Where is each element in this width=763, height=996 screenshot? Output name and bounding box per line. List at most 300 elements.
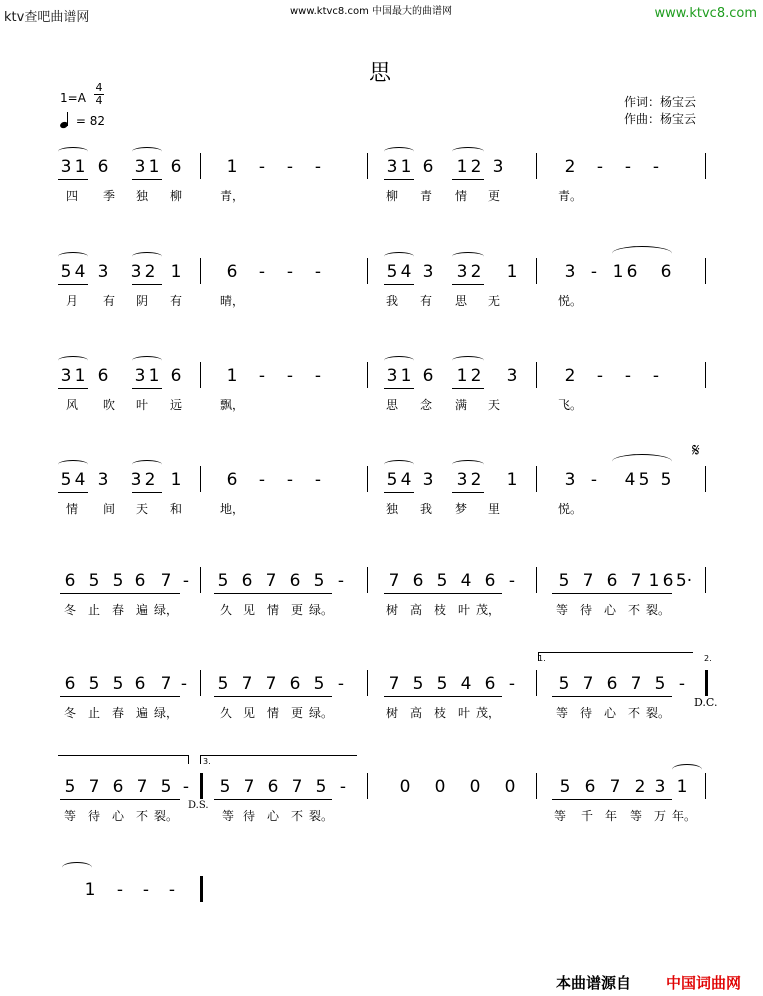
- lyric-char: 更: [487, 189, 501, 203]
- jianpu-note: 1: [226, 366, 238, 386]
- lyric-char: 飘，: [219, 398, 245, 412]
- lyric-char: 青: [419, 189, 433, 203]
- slur: [612, 454, 672, 469]
- lyric-char: 吹: [102, 398, 116, 412]
- jianpu-note: 1: [400, 157, 412, 177]
- jianpu-note: 1: [148, 157, 160, 177]
- jianpu-note: 1: [170, 262, 182, 282]
- jianpu-note: 5: [60, 470, 72, 490]
- system-2: [0, 258, 763, 338]
- lyric-char: 高: [409, 706, 423, 720]
- lyric-char: 青。: [557, 189, 583, 203]
- lyric-char: 悦。: [557, 294, 583, 308]
- jianpu-note: 5: [112, 674, 124, 694]
- lyric-char: 叶: [135, 398, 149, 412]
- slur: [132, 356, 162, 365]
- system-4: [0, 466, 763, 546]
- lyric-char: 止: [87, 706, 101, 720]
- lyric-char: 不: [627, 603, 641, 617]
- jianpu-note: 3: [506, 366, 518, 386]
- time-signature-top: 4: [95, 81, 103, 94]
- lyric-char: 地，: [219, 502, 245, 516]
- jianpu-note: 7: [291, 777, 303, 797]
- jianpu-note: 2: [564, 157, 576, 177]
- lyric-char: 遍: [135, 706, 149, 720]
- lyric-char: 等: [63, 809, 77, 823]
- system-7: [0, 773, 763, 853]
- barline: [367, 362, 368, 388]
- site-url-center: www.ktvc8.com 中国最大的曲谱网: [290, 6, 453, 17]
- slur: [452, 252, 484, 261]
- lyric-char: 久: [219, 706, 233, 720]
- lyric-char: 思: [385, 398, 399, 412]
- lyric-char: 遍: [135, 603, 149, 617]
- jianpu-note: 6: [484, 674, 496, 694]
- jianpu-note: 7: [609, 777, 621, 797]
- jianpu-note: -: [286, 470, 294, 490]
- jianpu-note: 5·: [675, 571, 693, 591]
- jianpu-note: 5: [112, 571, 124, 591]
- beam-underline: [214, 799, 332, 800]
- jianpu-note: 7: [136, 777, 148, 797]
- jianpu-note: 4: [74, 470, 86, 490]
- beam-underline: [552, 799, 672, 800]
- beam-underline: [132, 492, 162, 493]
- lyric-char: 止: [87, 603, 101, 617]
- lyric-char: 绿，: [153, 706, 179, 720]
- jianpu-note: 1: [226, 157, 238, 177]
- lyric-char: 满: [454, 398, 468, 412]
- lyric-char: 年: [604, 809, 618, 823]
- jianpu-note: -: [337, 571, 345, 591]
- jianpu-note: 2: [144, 262, 156, 282]
- beam-underline: [58, 284, 88, 285]
- jianpu-note: 1: [456, 366, 468, 386]
- lyric-char: 不: [135, 809, 149, 823]
- jianpu-note: 3: [60, 366, 72, 386]
- jianpu-note: 4: [74, 262, 86, 282]
- jianpu-note: 1: [74, 157, 86, 177]
- lyric-char: 阴: [135, 294, 149, 308]
- volta-1-repeat-bracket: [58, 755, 189, 764]
- jianpu-note: 1: [400, 366, 412, 386]
- jianpu-note: 6: [241, 571, 253, 591]
- jianpu-note: 1: [506, 262, 518, 282]
- jianpu-note: 3: [564, 262, 576, 282]
- lyric-char: 绿。: [308, 706, 334, 720]
- jianpu-note: 1: [506, 470, 518, 490]
- lyric-char: 柳: [169, 189, 183, 203]
- jianpu-note: -: [314, 157, 322, 177]
- barline: [536, 466, 537, 492]
- system-3: [0, 362, 763, 442]
- beam-underline: [132, 179, 162, 180]
- slur: [384, 252, 414, 261]
- lyric-char: 万: [653, 809, 667, 823]
- lyric-char: 情: [266, 603, 280, 617]
- jianpu-note: 4: [400, 262, 412, 282]
- barline: [705, 258, 706, 284]
- jianpu-note: 3: [386, 366, 398, 386]
- jianpu-note: 5: [436, 571, 448, 591]
- system-6: [0, 670, 763, 750]
- jianpu-note: 5: [558, 674, 570, 694]
- jianpu-note: 6: [484, 571, 496, 591]
- system-5: [0, 567, 763, 647]
- lyric-char: 无: [487, 294, 501, 308]
- lyric-char: 有: [102, 294, 116, 308]
- jianpu-note: 3: [654, 777, 666, 797]
- jianpu-note: 1: [148, 366, 160, 386]
- jianpu-note: 1: [612, 262, 624, 282]
- jianpu-note: 2: [470, 157, 482, 177]
- jianpu-note: 0: [399, 777, 411, 797]
- lyric-char: 裂。: [645, 706, 671, 720]
- jianpu-note: 5: [315, 777, 327, 797]
- notes-row: [0, 466, 763, 496]
- lyric-char: 等: [553, 809, 567, 823]
- volta-1-label: 1.: [538, 654, 546, 663]
- jianpu-note: -: [596, 157, 604, 177]
- jianpu-note: -: [596, 366, 604, 386]
- beam-underline: [58, 388, 88, 389]
- jianpu-note: -: [314, 366, 322, 386]
- jianpu-note: -: [142, 880, 150, 900]
- notes-row: [0, 876, 763, 906]
- jianpu-note: 2: [634, 777, 646, 797]
- jianpu-note: 5: [160, 777, 172, 797]
- jianpu-note: -: [314, 470, 322, 490]
- lyric-char: 念: [419, 398, 433, 412]
- lyric-char: 月: [65, 294, 79, 308]
- jianpu-note: 6: [289, 571, 301, 591]
- lyric-char: 心: [603, 706, 617, 720]
- beam-underline: [452, 179, 484, 180]
- jianpu-note: 1: [456, 157, 468, 177]
- lyric-char: 树: [385, 706, 399, 720]
- jianpu-note: 3: [386, 157, 398, 177]
- jianpu-note: 5: [638, 470, 650, 490]
- barline: [200, 670, 201, 696]
- barline: [705, 567, 706, 593]
- jianpu-note: 6: [170, 366, 182, 386]
- barline: [705, 153, 706, 179]
- jianpu-note: 7: [630, 571, 642, 591]
- jianpu-note: 7: [243, 777, 255, 797]
- jianpu-note: -: [180, 674, 188, 694]
- jianpu-note: -: [508, 674, 516, 694]
- jianpu-note: -: [258, 366, 266, 386]
- beam-underline: [384, 284, 414, 285]
- repeat-barline: [200, 773, 203, 799]
- lyric-char: 四: [65, 189, 79, 203]
- lyric-char: 独: [135, 189, 149, 203]
- jianpu-note: 2: [144, 470, 156, 490]
- jianpu-note: 7: [241, 674, 253, 694]
- lyric-char: 远: [169, 398, 183, 412]
- lyric-char: 枝: [433, 706, 447, 720]
- lyric-char: 等: [555, 603, 569, 617]
- slur: [384, 356, 414, 365]
- lyric-char: 晴，: [219, 294, 245, 308]
- lyric-char: 千: [580, 809, 594, 823]
- jianpu-note: -: [314, 262, 322, 282]
- jianpu-note: -: [182, 777, 190, 797]
- key-signature: 1=A: [60, 91, 86, 105]
- lyric-char: 更: [290, 706, 304, 720]
- slur: [384, 147, 414, 156]
- lyric-char: 裂。: [153, 809, 179, 823]
- jianpu-note: 5: [217, 674, 229, 694]
- lyric-char: 心: [603, 603, 617, 617]
- jianpu-note: -: [286, 157, 294, 177]
- jianpu-note: 5: [88, 571, 100, 591]
- lyric-char: 等: [629, 809, 643, 823]
- footer-source-name: 中国词曲网: [666, 974, 742, 992]
- barline: [705, 773, 706, 799]
- lyric-char: 树: [385, 603, 399, 617]
- beam-underline: [60, 696, 180, 697]
- barline: [536, 567, 537, 593]
- jianpu-note: -: [337, 674, 345, 694]
- lyric-char: 思: [454, 294, 468, 308]
- ds-mark: D.S.: [188, 800, 209, 811]
- tie: [672, 764, 702, 775]
- lyricist: 作词：杨宝云: [624, 95, 697, 109]
- jianpu-note: -: [652, 366, 660, 386]
- barline: [536, 258, 537, 284]
- jianpu-note: 3: [134, 366, 146, 386]
- slur: [132, 460, 162, 469]
- jianpu-note: 6: [584, 777, 596, 797]
- jianpu-note: 6: [226, 262, 238, 282]
- jianpu-note: 6: [412, 571, 424, 591]
- lyric-char: 待: [579, 706, 593, 720]
- lyric-char: 心: [111, 809, 125, 823]
- jianpu-note: 5: [559, 777, 571, 797]
- footer-source-label: 本曲谱源自: [556, 974, 632, 992]
- lyric-char: 飞。: [557, 398, 583, 412]
- lyric-char: 见: [242, 706, 256, 720]
- lyric-char: 风: [65, 398, 79, 412]
- lyric-char: 和: [169, 502, 183, 516]
- jianpu-note: 0: [434, 777, 446, 797]
- lyric-char: 枝: [433, 603, 447, 617]
- jianpu-note: -: [508, 571, 516, 591]
- tie: [62, 862, 92, 873]
- beam-underline: [132, 284, 162, 285]
- jianpu-note: 7: [582, 571, 594, 591]
- lyric-char: 待: [242, 809, 256, 823]
- slur: [58, 147, 88, 156]
- slur: [452, 356, 484, 365]
- lyric-char: 梦: [454, 502, 468, 516]
- jianpu-note: -: [652, 157, 660, 177]
- slur: [132, 147, 162, 156]
- jianpu-note: 5: [386, 262, 398, 282]
- barline: [367, 466, 368, 492]
- jianpu-note: 1: [648, 571, 660, 591]
- jianpu-note: 7: [88, 777, 100, 797]
- beam-underline: [452, 284, 484, 285]
- notes-row: [0, 362, 763, 392]
- beam-underline: [214, 593, 332, 594]
- jianpu-note: 6: [422, 157, 434, 177]
- slur: [384, 460, 414, 469]
- lyric-char: 里: [487, 502, 501, 516]
- lyric-char: 春: [111, 603, 125, 617]
- barline: [200, 153, 201, 179]
- slur: [132, 252, 162, 261]
- jianpu-note: 2: [470, 262, 482, 282]
- system-1: [0, 153, 763, 233]
- quarter-note-icon: [60, 112, 72, 128]
- beam-underline: [384, 696, 502, 697]
- beam-underline: [60, 799, 180, 800]
- jianpu-note: 3: [130, 262, 142, 282]
- jianpu-note: -: [590, 470, 598, 490]
- jianpu-note: 6: [170, 157, 182, 177]
- lyric-char: 等: [221, 809, 235, 823]
- lyric-char: 有: [419, 294, 433, 308]
- jianpu-note: 5: [88, 674, 100, 694]
- jianpu-note: 7: [388, 674, 400, 694]
- system-8: [0, 876, 763, 956]
- lyric-char: 有: [169, 294, 183, 308]
- barline: [705, 466, 706, 492]
- jianpu-note: -: [258, 262, 266, 282]
- lyric-char: 我: [419, 502, 433, 516]
- jianpu-note: 4: [400, 470, 412, 490]
- lyric-char: 春: [111, 706, 125, 720]
- beam-underline: [452, 388, 484, 389]
- lyric-char: 待: [579, 603, 593, 617]
- barline: [367, 567, 368, 593]
- jianpu-note: 6: [422, 366, 434, 386]
- jianpu-note: -: [286, 366, 294, 386]
- slur: [452, 147, 484, 156]
- jianpu-note: 7: [160, 674, 172, 694]
- jianpu-note: 5: [654, 674, 666, 694]
- jianpu-note: 5: [217, 571, 229, 591]
- jianpu-note: 5: [64, 777, 76, 797]
- jianpu-note: 5: [386, 470, 398, 490]
- jianpu-note: 7: [630, 674, 642, 694]
- jianpu-note: 5: [436, 674, 448, 694]
- barline: [536, 670, 537, 696]
- jianpu-note: 4: [624, 470, 636, 490]
- lyric-char: 天: [487, 398, 501, 412]
- jianpu-note: 6: [660, 262, 672, 282]
- jianpu-note: 1: [84, 880, 96, 900]
- beam-underline: [552, 593, 672, 594]
- jianpu-note: 5: [558, 571, 570, 591]
- lyric-char: 情: [454, 189, 468, 203]
- volta-3-label: 3.: [203, 757, 211, 766]
- jianpu-note: 3: [97, 470, 109, 490]
- jianpu-note: 4: [460, 571, 472, 591]
- jianpu-note: 7: [265, 674, 277, 694]
- jianpu-note: 5: [660, 470, 672, 490]
- jianpu-note: -: [339, 777, 347, 797]
- jianpu-note: 6: [64, 571, 76, 591]
- jianpu-note: 0: [504, 777, 516, 797]
- jianpu-note: 3: [60, 157, 72, 177]
- jianpu-note: 6: [226, 470, 238, 490]
- lyric-char: 叶: [457, 603, 471, 617]
- lyric-char: 情: [65, 502, 79, 516]
- jianpu-note: 3: [422, 262, 434, 282]
- lyric-char: 冬: [63, 603, 77, 617]
- beam-underline: [132, 388, 162, 389]
- lyric-char: 悦。: [557, 502, 583, 516]
- final-barline: [705, 670, 708, 696]
- lyric-char: 裂。: [308, 809, 334, 823]
- lyric-char: 间: [102, 502, 116, 516]
- slur: [452, 460, 484, 469]
- jianpu-note: -: [678, 674, 686, 694]
- credits: [624, 94, 696, 128]
- lyric-char: 不: [627, 706, 641, 720]
- jianpu-note: 7: [388, 571, 400, 591]
- beam-underline: [58, 492, 88, 493]
- beam-underline: [452, 492, 484, 493]
- jianpu-note: 3: [564, 470, 576, 490]
- barline: [200, 362, 201, 388]
- beam-underline: [214, 696, 332, 697]
- jianpu-note: 6: [112, 777, 124, 797]
- barline: [536, 773, 537, 799]
- lyric-char: 冬: [63, 706, 77, 720]
- jianpu-note: 6: [64, 674, 76, 694]
- beam-underline: [384, 593, 502, 594]
- beam-underline: [60, 593, 180, 594]
- volta-2-label: 2.: [704, 654, 712, 663]
- beam-underline: [384, 179, 414, 180]
- lyric-char: 青，: [219, 189, 245, 203]
- jianpu-note: 6: [97, 157, 109, 177]
- jianpu-note: -: [624, 366, 632, 386]
- jianpu-note: 1: [74, 366, 86, 386]
- jianpu-note: -: [258, 470, 266, 490]
- jianpu-note: 2: [564, 366, 576, 386]
- jianpu-note: 3: [97, 262, 109, 282]
- jianpu-note: 6: [134, 674, 146, 694]
- barline: [536, 362, 537, 388]
- jianpu-note: 6: [626, 262, 638, 282]
- lyric-char: 不: [290, 809, 304, 823]
- jianpu-note: 6: [606, 674, 618, 694]
- segno-icon: 𝄋: [692, 440, 700, 461]
- jianpu-note: 7: [582, 674, 594, 694]
- jianpu-note: -: [168, 880, 176, 900]
- jianpu-note: 5: [412, 674, 424, 694]
- song-title: 思: [368, 61, 391, 86]
- barline: [705, 362, 706, 388]
- slur: [58, 460, 88, 469]
- jianpu-note: 7: [265, 571, 277, 591]
- jianpu-note: 3: [130, 470, 142, 490]
- tempo-value: = 82: [75, 114, 105, 128]
- jianpu-note: 3: [134, 157, 146, 177]
- barline: [536, 153, 537, 179]
- notes-row: [0, 258, 763, 288]
- jianpu-note: 6: [134, 571, 146, 591]
- volta-3-bracket: [200, 755, 357, 764]
- jianpu-note: -: [182, 571, 190, 591]
- jianpu-note: 4: [460, 674, 472, 694]
- jianpu-note: 5: [219, 777, 231, 797]
